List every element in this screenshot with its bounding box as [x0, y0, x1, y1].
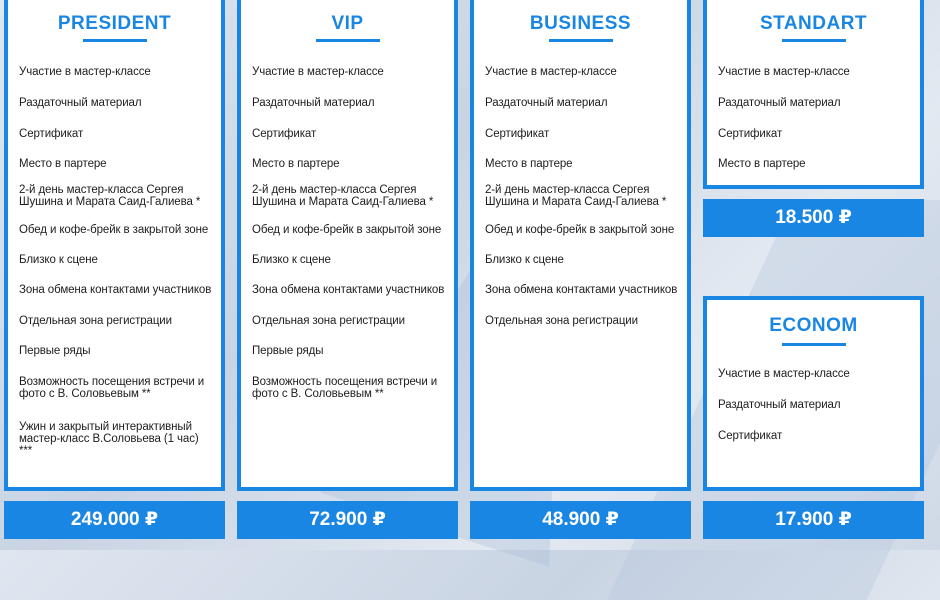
feature-item: Сертификат: [485, 128, 550, 140]
feature-item: Обед и кофе-брейк в закрытой зоне: [252, 224, 442, 236]
price-button-econom[interactable]: 17.900 ₽: [703, 501, 924, 539]
feature-item: Раздаточный материал: [252, 97, 375, 109]
title-underline: [782, 343, 846, 346]
plan-card-business: [470, 0, 691, 491]
feature-item: Раздаточный материал: [485, 97, 608, 109]
feature-item: Место в партере: [252, 158, 340, 170]
feature-item: Сертификат: [252, 128, 317, 140]
feature-item: Возможность посещения встречи и фото с В. Соловьевым **: [252, 376, 438, 400]
feature-item: Первые ряды: [252, 345, 324, 357]
feature-item: Место в партере: [485, 158, 573, 170]
feature-item: Ужин и закрытый интерактивный мастер-класс В.Соловьева (1 час) ***: [19, 421, 199, 457]
plan-card-standart: [703, 0, 924, 189]
feature-item: Место в партере: [19, 158, 107, 170]
feature-item: Возможность посещения встречи и фото с В. Соловьевым **: [19, 376, 205, 400]
price-button-vip[interactable]: 72.900 ₽: [237, 501, 458, 539]
feature-item: Раздаточный материал: [718, 399, 841, 411]
plan-card-vip: [237, 0, 458, 491]
price-button-business[interactable]: 48.900 ₽: [470, 501, 691, 539]
plan-title: BUSINESS: [529, 13, 632, 34]
feature-item: Обед и кофе-брейк в закрытой зоне: [485, 224, 675, 236]
feature-item: Раздаточный материал: [19, 97, 142, 109]
feature-item: Раздаточный материал: [718, 97, 841, 109]
plan-title: VIP: [331, 13, 364, 34]
feature-item: Отдельная зона регистрации: [485, 315, 638, 327]
feature-item: Участие в мастер-классе: [718, 368, 850, 380]
feature-item: Отдельная зона регистрации: [252, 315, 405, 327]
feature-item: Зона обмена контактами участников: [252, 284, 445, 296]
feature-item: Зона обмена контактами участников: [485, 284, 678, 296]
title-underline: [83, 39, 147, 42]
feature-item: 2-й день мастер-класса Сергея Шушина и Марата Саид-Галиева *: [252, 184, 434, 208]
feature-item: Место в партере: [718, 158, 806, 170]
feature-item: Зона обмена контактами участников: [19, 284, 212, 296]
feature-item: Обед и кофе-брейк в закрытой зоне: [19, 224, 209, 236]
feature-item: Участие в мастер-классе: [252, 66, 384, 78]
price-button-standart[interactable]: 18.500 ₽: [703, 199, 924, 237]
feature-item: Сертификат: [718, 128, 783, 140]
feature-item: 2-й день мастер-класса Сергея Шушина и Марата Саид-Галиева *: [19, 184, 201, 208]
title-underline: [782, 39, 846, 42]
feature-item: Участие в мастер-классе: [718, 66, 850, 78]
plan-title: ECONOM: [769, 315, 858, 336]
feature-item: Первые ряды: [19, 345, 91, 357]
feature-item: Сертификат: [19, 128, 84, 140]
plan-card-econom: [703, 296, 924, 491]
feature-item: 2-й день мастер-класса Сергея Шушина и Марата Саид-Галиева *: [485, 184, 667, 208]
feature-item: Сертификат: [718, 430, 783, 442]
feature-item: Близко к сцене: [252, 254, 331, 266]
feature-item: Отдельная зона регистрации: [19, 315, 172, 327]
plan-title: STANDART: [759, 13, 868, 34]
feature-item: Участие в мастер-классе: [485, 66, 617, 78]
plan-card-president: [4, 0, 225, 491]
plan-title: PRESIDENT: [57, 13, 172, 34]
feature-item: Близко к сцене: [485, 254, 564, 266]
feature-item: Близко к сцене: [19, 254, 98, 266]
title-underline: [549, 39, 613, 42]
price-button-president[interactable]: 249.000 ₽: [4, 501, 225, 539]
feature-item: Участие в мастер-классе: [19, 66, 151, 78]
title-underline: [316, 39, 380, 42]
